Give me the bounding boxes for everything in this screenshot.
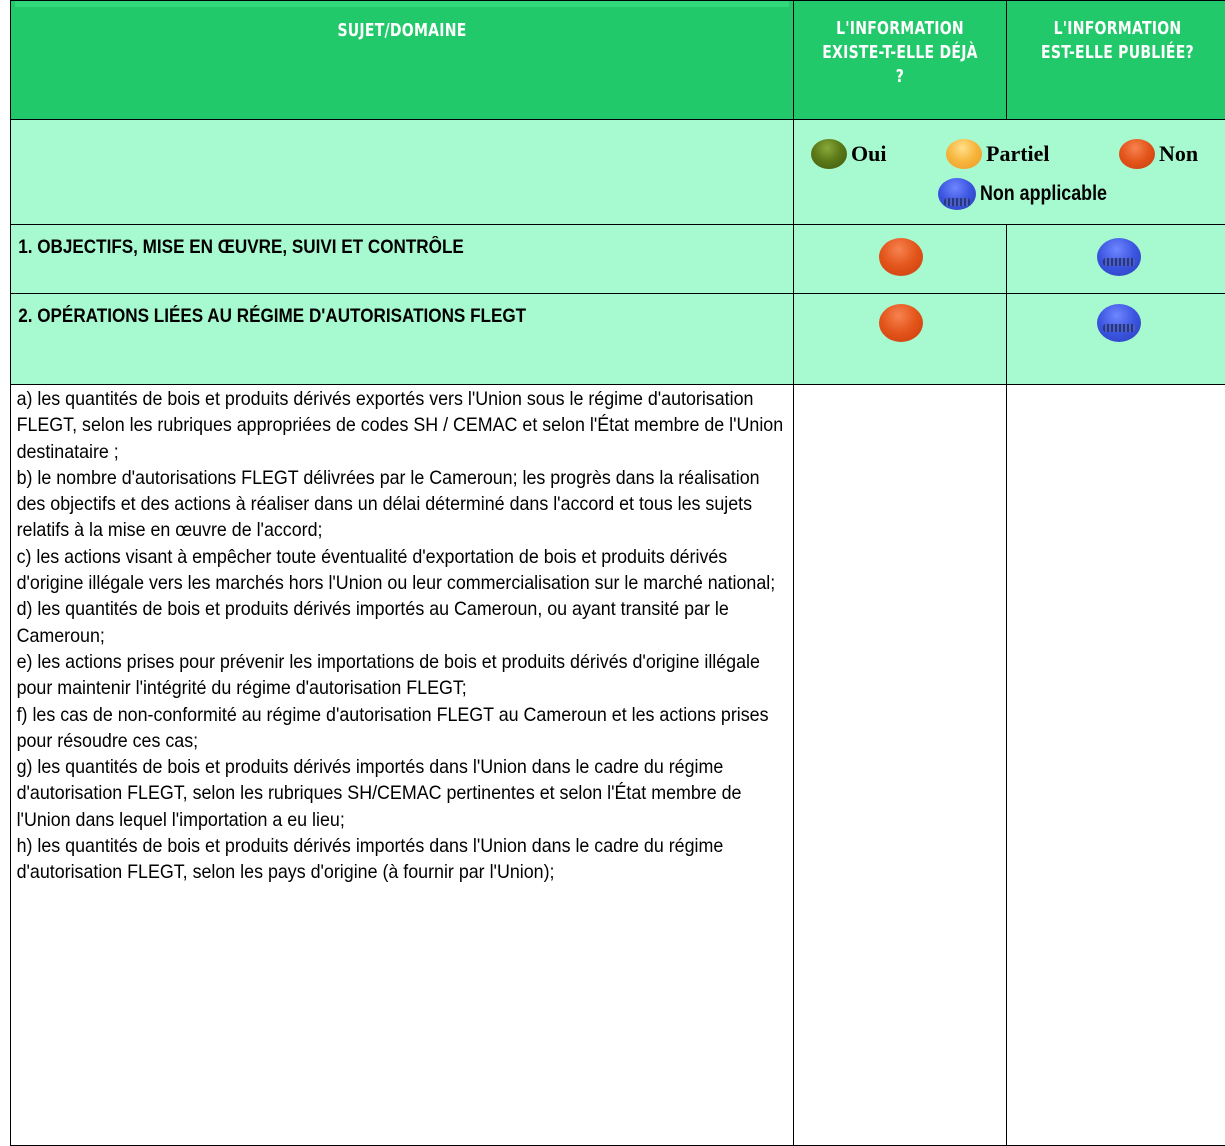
yellow-dot-icon bbox=[946, 139, 982, 169]
blue-dot-icon bbox=[1097, 238, 1141, 276]
list-item: e) les actions prises pour prévenir les importations de bois et produits dérivés d'origine illégale pour maintenir l'intégrité du régime d'autorisation FLEGT; bbox=[17, 650, 789, 703]
list-item: c) les actions visant à empêcher toute éventualité d'exportation de bois et produits dérivés d'origine illégale vers les marchés hors l'Union ou leur commercialisation sur le marché national; bbox=[17, 545, 789, 598]
publiee-status-cell bbox=[1007, 294, 1225, 385]
red-dot-icon bbox=[879, 238, 923, 276]
items-row bbox=[11, 385, 1225, 1146]
header-publiee: L'INFORMATION EST-ELLE PUBLIÉE? bbox=[1031, 1, 1203, 65]
list-item: g) les quantités de bois et produits dérivés importés dans l'Union dans le cadre du régime d'autorisation FLEGT, selon les rubriques SH/CEMAC pertinentes et selon l'État membre de l'Union dans lequel l'importation a eu lieu; bbox=[17, 755, 789, 834]
existe-status-cell bbox=[794, 294, 1007, 385]
items-list bbox=[11, 385, 796, 887]
list-item: f) les cas de non-conformité au régime d'autorisation FLEGT au Cameroun et les actions prises pour résoudre ces cas; bbox=[17, 703, 789, 756]
section-title-cell bbox=[11, 294, 794, 385]
information-table bbox=[10, 0, 1225, 1146]
red-dot-icon bbox=[1119, 139, 1155, 169]
list-item: a) les quantités de bois et produits dérivés exportés vers l'Union sous le régime d'autorisation FLEGT, selon les rubriques appropriées de codes SH / CEMAC et selon l'État membre de l'Union destinataire ; bbox=[17, 387, 789, 466]
list-item: d) les quantités de bois et produits dérivés importés au Cameroun, ou ayant transité par le Cameroun; bbox=[17, 597, 789, 650]
legend-row bbox=[11, 120, 1225, 225]
section-title-cell bbox=[11, 225, 794, 294]
section-title: 1. OBJECTIFS, MISE EN ŒUVRE, SUIVI ET CONTRÔLE bbox=[11, 225, 715, 259]
legend-non-applicable bbox=[938, 178, 1129, 210]
header-subject-cell bbox=[11, 1, 794, 120]
items-existe-cell bbox=[794, 385, 1007, 1146]
section-row bbox=[11, 294, 1225, 385]
legend-non-label: Non bbox=[1159, 141, 1198, 167]
blue-dot-icon bbox=[938, 178, 976, 210]
legend-non-applicable-label: Non applicable bbox=[980, 182, 1107, 206]
legend-partiel-label: Partiel bbox=[986, 141, 1050, 167]
legend-oui bbox=[811, 139, 886, 169]
legend-empty-cell bbox=[11, 120, 794, 225]
legend-oui-label: Oui bbox=[851, 141, 886, 167]
list-item: h) les quantités de bois et produits dérivés importés dans l'Union dans le cadre du régime d'autorisation FLEGT, selon les pays d'origine (à fournir par l'Union); bbox=[17, 834, 789, 887]
header-existe-cell bbox=[794, 1, 1007, 120]
existe-status-cell bbox=[794, 225, 1007, 294]
legend-non bbox=[1119, 139, 1198, 169]
red-dot-icon bbox=[879, 304, 923, 342]
publiee-status-cell bbox=[1007, 225, 1225, 294]
blue-dot-icon bbox=[1097, 304, 1141, 342]
list-item: b) le nombre d'autorisations FLEGT délivrées par le Cameroun; les progrès dans la réalisation des objectifs et des actions à réaliser dans un délai déterminé dans l'accord et tous les sujets relatifs à la mise en œuvre de l'accord; bbox=[17, 466, 789, 545]
header-subject: SUJET/DOMAINE bbox=[97, 7, 707, 43]
header-existe: L'INFORMATION EXISTE-T-ELLE DÉJÀ ? bbox=[817, 1, 982, 89]
legend-cell bbox=[794, 120, 1225, 225]
items-publiee-cell bbox=[1007, 385, 1225, 1146]
header-row bbox=[11, 1, 1225, 120]
section-row bbox=[11, 225, 1225, 294]
header-publiee-cell bbox=[1007, 1, 1225, 120]
section-title: 2. OPÉRATIONS LIÉES AU RÉGIME D'AUTORISATIONS FLEGT bbox=[11, 294, 715, 328]
green-dot-icon bbox=[811, 139, 847, 169]
legend-partiel bbox=[946, 139, 1050, 169]
items-cell bbox=[11, 385, 794, 1146]
